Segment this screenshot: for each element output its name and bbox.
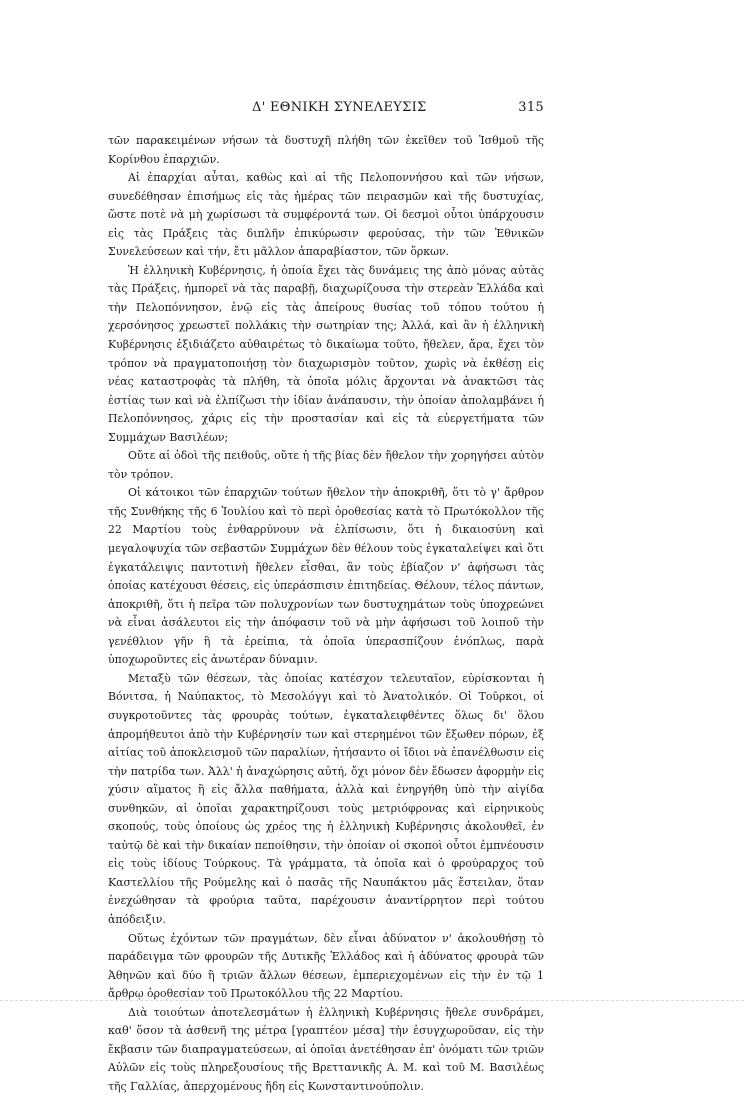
paragraph: Οἱ κάτοικοι τῶν ἐπαρχιῶν τούτων ἤθελον τὴν ἀποκριθῆ, ὅτι τὸ γ' ἄρθρον τῆς Συνθήκης τῆς 6 Ἰουλίου καὶ τὸ περὶ ὁροθεσίας κατὰ τὸ Πρωτόκολλον τῆς 22 Μαρτίου τοὺς ἐνθαρρύνουν νὰ ἐλπίσωσιν, ὅτι ἡ δικαιοσύνη καὶ μεγαλοψυχία τῶν σεβαστῶν Συμμάχων δὲν θέλουν τοὺς ἐγκαταλείψει καὶ ὅτι ἐγκατάλειψις παντοτινὴ ἤθελεν εἶσθαι, ἂν τοὺς ἐβίαζον ν' ἀφήσωσι τὰς ὁποίας κατέχουσι θέσεις, εἰς ὑπεράσπισιν ἐπιτηδείας. Θέλουν, τέλος πάντων, ἀποκριθῆ, ὅτι ἡ πεῖρα τῶν πολυχρονίων των δυστυχημάτων τοὺς ὑποχρεώνει νὰ εἶναι ἀσάλευτοι εἰς τὴν ἀπόφασιν τοῦ νὰ μὴν ἀφήσωσι τοῦ λοιποῦ τὴν γενέθλιον γῆν ἢ τὰ ἐρείπια, τὰ ὁποῖα ὑπερασπίζουν ἐνόπλως, παρὰ ὑποχωροῦντες εἰς ἀνωτέραν δύναμιν. (108, 486, 544, 667)
body-text (108, 132, 544, 1096)
paragraph: Οὔτε αἱ ὁδοὶ τῆς πειθοῦς, οὔτε ἡ τῆς βίας δὲν ἤθελον τὴν χορηγήσει αὐτὸν τὸν τρόπον. (108, 449, 544, 481)
paragraph-continuation: τῶν παρακειμένων νήσων τὰ δυστυχῆ πλήθη τῶν ἐκεῖθεν τοῦ Ἰσθμοῦ τῆς Κορίνθου ἐπαρχιῶν. (108, 134, 544, 166)
paragraph: Οὕτως ἐχόντων τῶν πραγμάτων, δὲν εἶναι ἀδύνατον ν' ἀκολουθήσῃ τὸ παράδειγμα τῶν φρουρῶν τῆς Δυτικῆς Ἑλλάδος καὶ ἡ ἀδύνατος φρουρὰ τῶν Ἀθηνῶν καὶ δύο ἢ τριῶν ἄλλων θέσεων, ἐμπεριεχομένων εἰς τὴν ἐν τῷ 1 ἄρθρῳ ὁροθεσίαν τοῦ Πρωτοκόλλου τῆς 22 Μαρτίου. (108, 931, 544, 1001)
paragraph: Μεταξὺ τῶν θέσεων, τὰς ὁποίας κατέσχον τελευταῖον, εὑρίσκονται ἡ Βόνιτσα, ἡ Ναύπακτος, τὸ Μεσολόγγι καὶ τὸ Ἀνατολικόν. Οἱ Τοῦρκοι, οἱ συγκροτοῦντες τὰς φρουρὰς τούτων, ἐγκαταλειφθέντες ὅλως δι' ὅλου ἀπρομήθευτοι ἀπὸ τὴν Κυβέρνησίν των καὶ στερημένοι τῶν ἔξωθεν πόρων, ἐξ αἰτίας τοῦ ἀποκλεισμοῦ τῶν παραλίων, ἠτήσαντο οἱ ἴδιοι νὰ ἐπανέλθωσιν εἰς τὴν πατρίδα των. Ἀλλ' ἡ ἀναχώρησις αὐτή, ὄχι μόνον δὲν ἔδωσεν ἀφορμὴν εἰς χύσιν αἵματος ἢ εἰς ἄλλα παθήματα, ἀλλὰ καὶ ἐνηργήθη ὑπὸ τὴν αἰγίδα συνθηκῶν, αἱ ὁποῖαι χαρακτηρίζουσι τοὺς μετριόφρονας καὶ εἰρηνικοὺς σκοπούς, τοὺς ὁποίους ὡς χρέος της ἡ ἑλληνικὴ Κυβέρνησις ἀκολουθεῖ, ἐν ταὐτῷ δὲ καὶ τὴν δικαίαν πεποίθησιν, τὴν ὁποίαν οἱ σκοποὶ οὗτοι ἐμπνέουσιν εἰς τοὺς ἰδίους Τούρκους. Τὰ γράμματα, τὰ ὁποῖα καὶ ὁ φρούραρχος τοῦ Καστελλίου τῆς Ρούμελης καὶ ὁ πασᾶς τῆς Ναυπάκτου μᾶς ἔστειλαν, ὅταν ἐνεχώθησαν τὰ φρούρια ταῦτα, παρέχουσιν ἀναντίρρητον περὶ τούτου ἀπόδειξιν. (108, 671, 544, 926)
paragraph: Αἱ ἐπαρχίαι αὗται, καθὼς καὶ αἱ τῆς Πελοποννήσου καὶ τῶν νήσων, συνεδέθησαν ἐπισήμως εἰς τὰς ἡμέρας τῶν πειρασμῶν καὶ τῆς δυστυχίας, ὥστε ποτὲ νὰ μὴ χωρίσωσι τὰ συμφέροντά των. Οἱ δεσμοὶ οὗτοι ὑπάρχουσιν εἰς τὰς Πράξεις τὰς διπλῆν ἐπικύρωσιν φερούσας, τὴν τῶν Ἐθνικῶν Συνελεύσεων καὶ τήν, ἔτι μᾶλλον ἀπαραβίαστον, τῶν ὅρκων. (108, 171, 544, 259)
paragraph: Διὰ τοιούτων ἀποτελεσμάτων ἡ ἑλληνικὴ Κυβέρνησις ἤθελε συνδράμει, καθ' ὅσον τὰ ἀσθενῆ της μέτρα [γραπτέον μέσα] τὴν ἐσυγχωροῦσαν, εἰς τὴν ἔκβασιν τῶν διαπραγματεύσεων, αἱ ὁποῖαι ἀνετέθησαν ἐπ' ὀνόματι τῶν τριῶν Αὐλῶν εἰς τοὺς πληρεξουσίους τῆς Βρεττανικῆς Α. Μ. καὶ τοῦ Μ. Βασιλέως τῆς Γαλλίας, ἀπερχομένους ἤδη εἰς Κωνσταντινούπολιν. (108, 1005, 544, 1093)
scan-edge-line (0, 1000, 744, 1002)
page-number: 315 (518, 100, 544, 115)
paragraph: Ἡ ἑλληνικὴ Κυβέρνησις, ἡ ὁποία ἔχει τὰς δυνάμεις της ἀπὸ μόνας αὐτὰς τὰς Πράξεις, ἠμπορεῖ νὰ τὰς παραβῇ, διαχωρίζουσα τὴν στερεὰν Ἑλλάδα καὶ τὴν Πελοπόννησον, ἐνῷ εἰς τὰς ἀπείρους θυσίας τοῦ τόπου τούτου ἡ χερσόνησος χρεωστεῖ πολλάκις τὴν σωτηρίαν της; Ἀλλά, καὶ ἂν ἡ ἑλληνικὴ Κυβέρνησις ἐξιδιάζετο αὐθαιρέτως τὸ δικαίωμα τοῦτο, ἤθελεν, ἄρα, ἔχει τὸν τρόπον νὰ πραγματοποιήσῃ τὸν διαχωρισμὸν τοῦτον, χωρὶς νὰ ἐκθέσῃ εἰς νέας καταστροφὰς τὰ πλήθη, τὰ ὁποῖα μόλις ἄρχονται νὰ ἀνακτῶσι τὰς ἑστίας των καὶ νὰ ἐλπίζωσι τὴν ἰδίαν ἀνάπαυσιν, τὴν ὁποίαν ἀπολαμβάνει ἡ Πελοπόννησος, χάρις εἰς τὴν προστασίαν καὶ εἰς τὰ εὐεργετήματα τῶν Συμμάχων Βασιλέων; (108, 263, 544, 444)
page-header (108, 100, 544, 120)
running-title: Δ' ΕΘΝΙΚΗ ΣΥΝΕΛΕΥΣΙΣ (252, 100, 427, 115)
